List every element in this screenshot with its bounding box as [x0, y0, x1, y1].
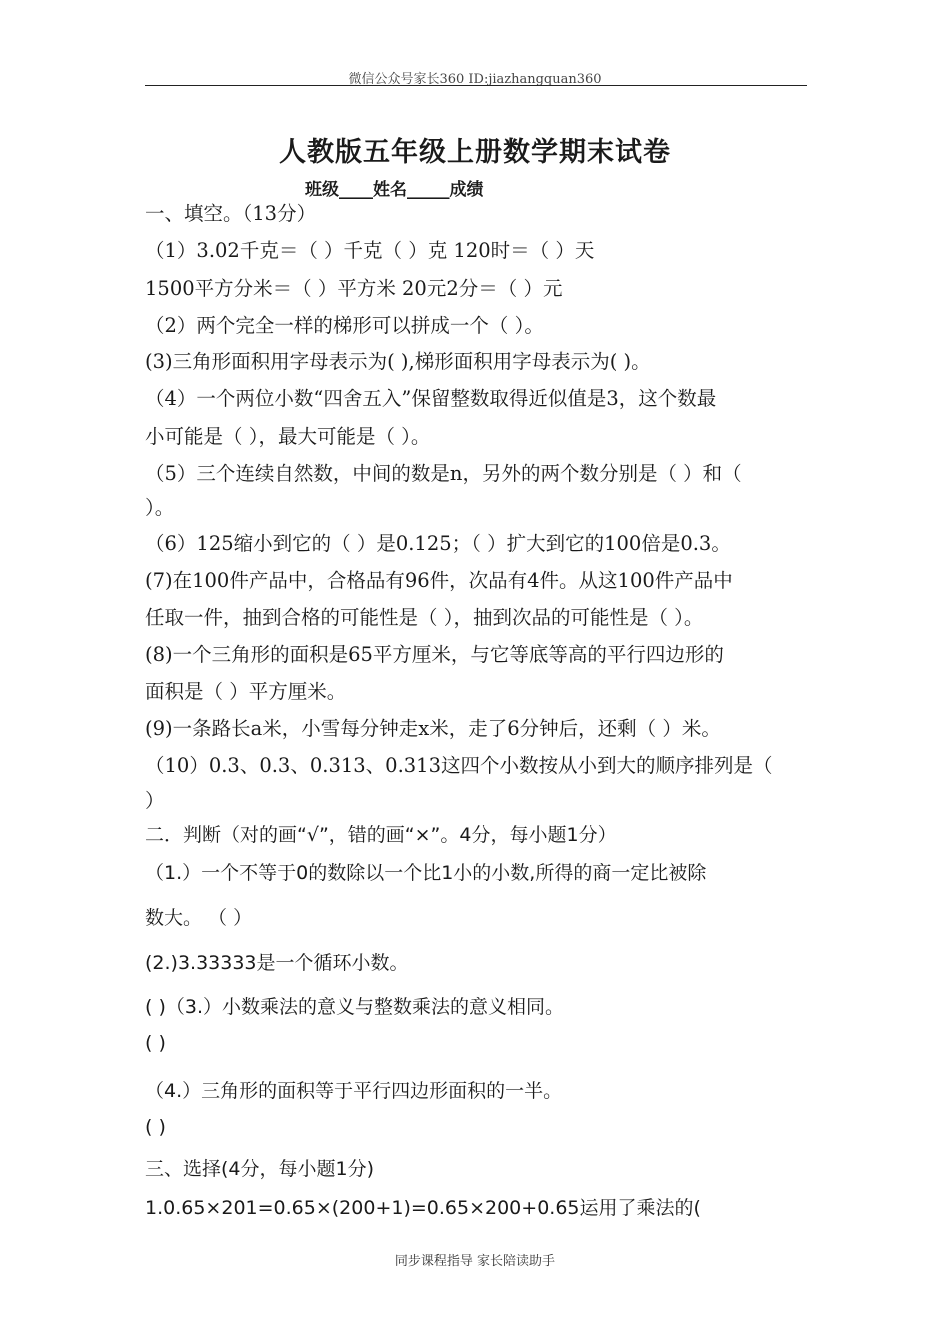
question-line: （5）三个连续自然数，中间的数是n，另外的两个数分别是（ ）和（	[145, 462, 742, 485]
question-line: 任取一件，抽到合格的可能性是（ ），抽到次品的可能性是（ ）。	[145, 606, 704, 629]
student-info-line: 班级____姓名_____成绩	[305, 180, 484, 200]
page-header-text: 微信公众号家长360 ID:jiazhangquan360	[348, 72, 602, 87]
question-line: （1.）一个不等于0的数除以一个比1小的小数,所得的商一定比被除	[145, 862, 707, 884]
question-line: ）	[145, 789, 165, 812]
page-footer-text: 同步课程指导 家长陪读助手	[394, 1254, 556, 1269]
question-line: 1500平方分米＝（ ）平方米 20元2分＝（ ）元	[145, 277, 563, 300]
question-line: （4.）三角形的面积等于平行四边形面积的一半。	[145, 1080, 563, 1102]
question-line: 面积是（ ）平方厘米。	[145, 680, 347, 703]
section-2-heading: 二．判断（对的画“√”，错的画“×”。4分，每小题1分）	[145, 824, 617, 846]
question-line: (7)在100件产品中，合格品有96件，次品有4件。从这100件产品中	[145, 569, 733, 592]
exam-title: 人教版五年级上册数学期末试卷	[279, 137, 671, 168]
question-line: (9)一条路长a米，小雪每分钟走x米，走了6分钟后，还剩（ ）米。	[145, 717, 721, 740]
question-line: ( )（3.）小数乘法的意义与整数乘法的意义相同。	[145, 996, 564, 1018]
question-line: （6）125缩小到它的（ ）是0.125；（ ）扩大到它的100倍是0.3。	[145, 532, 731, 555]
question-line: （10）0.3、0.3、0.313、0.313这四个小数按从小到大的顺序排列是（	[145, 754, 773, 777]
question-line: 数大。 （ ）	[145, 907, 253, 929]
question-line: （2）两个完全一样的梯形可以拼成一个（ ）。	[145, 314, 544, 337]
header-divider	[145, 85, 807, 86]
section-3-heading: 三、选择(4分，每小题1分)	[145, 1158, 375, 1180]
question-line: (3)三角形面积用字母表示为( ),梯形面积用字母表示为( )。	[145, 350, 651, 373]
answer-bracket: ( )	[145, 1116, 166, 1138]
question-line: 1.0.65×201=0.65×(200+1)=0.65×200+0.65运用了乘法的(	[145, 1197, 701, 1219]
question-line: (8)一个三角形的面积是65平方厘米，与它等底等高的平行四边形的	[145, 643, 724, 666]
answer-bracket: ( )	[145, 1032, 166, 1054]
question-line: 小可能是（ ），最大可能是（ ）。	[145, 425, 431, 448]
question-line: （4）一个两位小数“四舍五入”保留整数取得近似值是3，这个数最	[145, 387, 717, 410]
question-line: （1）3.02千克＝（ ）千克（ ）克 120时＝（ ）天	[145, 239, 595, 262]
question-line: ）。	[145, 496, 175, 519]
question-line: (2.)3.33333是一个循环小数。	[145, 952, 409, 974]
section-1-heading: 一、填空。（13分）	[145, 202, 317, 225]
